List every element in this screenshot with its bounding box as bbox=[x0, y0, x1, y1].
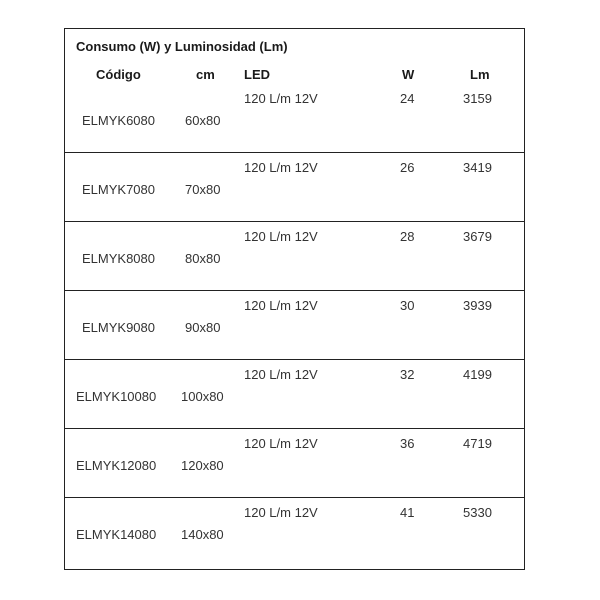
cell-led: 120 L/m 12V bbox=[244, 160, 318, 175]
spec-table bbox=[64, 28, 525, 570]
cell-led: 120 L/m 12V bbox=[244, 436, 318, 451]
cell-size: 80x80 bbox=[185, 251, 221, 266]
table-row bbox=[65, 498, 524, 567]
cell-code: ELMYK6080 bbox=[82, 113, 155, 128]
cell-led: 120 L/m 12V bbox=[244, 91, 318, 106]
header-led: LED bbox=[244, 67, 270, 82]
header-watts: W bbox=[402, 67, 415, 82]
cell-lumens: 3419 bbox=[463, 160, 492, 175]
cell-code: ELMYK8080 bbox=[82, 251, 155, 266]
cell-watts: 36 bbox=[400, 436, 415, 451]
cell-size: 120x80 bbox=[181, 458, 224, 473]
cell-size: 90x80 bbox=[185, 320, 221, 335]
cell-lumens: 3939 bbox=[463, 298, 492, 313]
cell-lumens: 4199 bbox=[463, 367, 492, 382]
header-code: Código bbox=[96, 67, 141, 82]
cell-watts: 32 bbox=[400, 367, 415, 382]
cell-lumens: 4719 bbox=[463, 436, 492, 451]
table-row bbox=[65, 360, 524, 429]
table-row bbox=[65, 153, 524, 222]
cell-watts: 30 bbox=[400, 298, 415, 313]
header-size: cm bbox=[196, 67, 215, 82]
table-row bbox=[65, 429, 524, 498]
cell-led: 120 L/m 12V bbox=[244, 298, 318, 313]
cell-size: 140x80 bbox=[181, 527, 224, 542]
cell-watts: 41 bbox=[400, 505, 415, 520]
cell-size: 100x80 bbox=[181, 389, 224, 404]
cell-lumens: 3159 bbox=[463, 91, 492, 106]
cell-size: 70x80 bbox=[185, 182, 221, 197]
table-title: Consumo (W) y Luminosidad (Lm) bbox=[76, 39, 288, 54]
cell-led: 120 L/m 12V bbox=[244, 505, 318, 520]
cell-code: ELMYK9080 bbox=[82, 320, 155, 335]
cell-led: 120 L/m 12V bbox=[244, 229, 318, 244]
table-body bbox=[65, 84, 524, 567]
cell-size: 60x80 bbox=[185, 113, 221, 128]
cell-code: ELMYK7080 bbox=[82, 182, 155, 197]
cell-watts: 26 bbox=[400, 160, 415, 175]
table-row bbox=[65, 291, 524, 360]
cell-watts: 24 bbox=[400, 91, 415, 106]
cell-code: ELMYK14080 bbox=[76, 527, 157, 542]
cell-code: ELMYK12080 bbox=[76, 458, 157, 473]
cell-lumens: 5330 bbox=[463, 505, 492, 520]
cell-led: 120 L/m 12V bbox=[244, 367, 318, 382]
cell-code: ELMYK10080 bbox=[76, 389, 157, 404]
table-row bbox=[65, 84, 524, 153]
header-lumens: Lm bbox=[470, 67, 490, 82]
table-row bbox=[65, 222, 524, 291]
cell-watts: 28 bbox=[400, 229, 415, 244]
cell-lumens: 3679 bbox=[463, 229, 492, 244]
